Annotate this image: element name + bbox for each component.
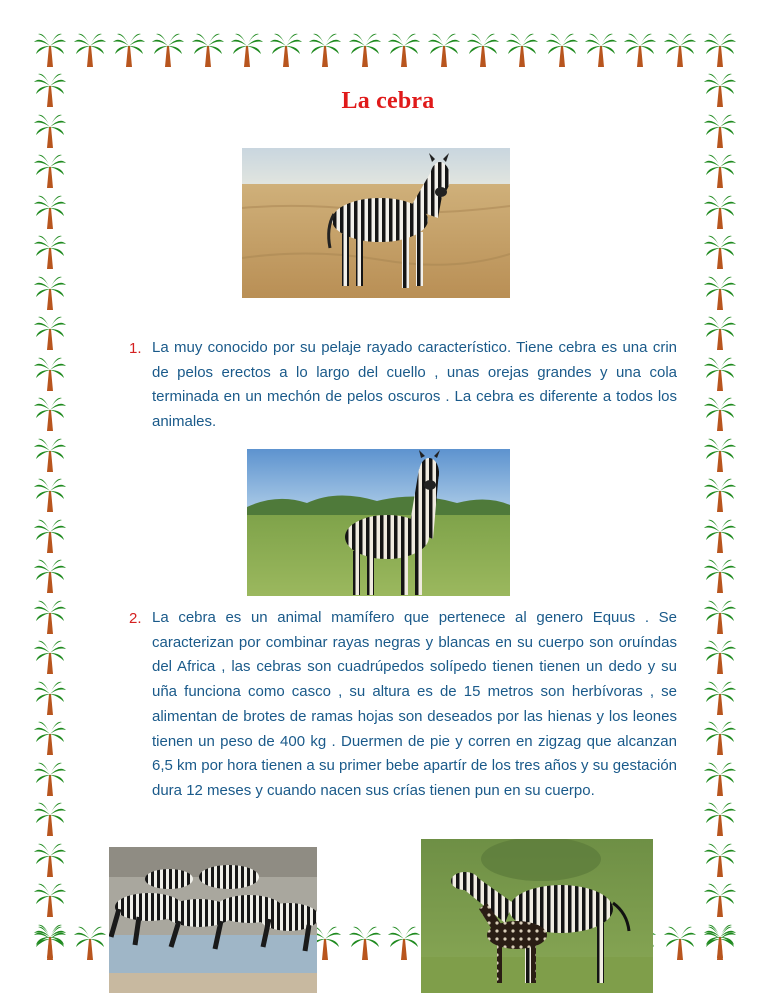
- palm-tree-icon: [704, 477, 736, 513]
- palm-tree-icon: [704, 194, 736, 230]
- list-number-1: 1.: [129, 340, 142, 357]
- palm-tree-icon: [34, 32, 66, 68]
- palm-tree-icon: [34, 761, 66, 797]
- palm-tree-icon: [704, 396, 736, 432]
- palm-tree-icon: [113, 32, 145, 68]
- palm-tree-icon: [428, 32, 460, 68]
- palm-tree-icon: [704, 923, 736, 959]
- palm-tree-icon: [34, 437, 66, 473]
- palm-tree-icon: [34, 639, 66, 675]
- palm-tree-icon: [388, 32, 420, 68]
- palm-tree-icon: [704, 32, 736, 68]
- palm-tree-icon: [704, 234, 736, 270]
- palm-tree-icon: [34, 194, 66, 230]
- palm-tree-icon: [704, 842, 736, 878]
- palm-tree-icon: [34, 153, 66, 189]
- palm-tree-icon: [34, 558, 66, 594]
- zebra-savanna-photo: [242, 148, 510, 298]
- palm-tree-icon: [34, 275, 66, 311]
- palm-tree-icon: [34, 356, 66, 392]
- palm-tree-icon: [546, 32, 578, 68]
- palm-tree-icon: [704, 113, 736, 149]
- palm-tree-icon: [192, 32, 224, 68]
- palm-tree-icon: [34, 923, 66, 959]
- palm-tree-icon: [34, 882, 66, 918]
- palm-tree-icon: [704, 639, 736, 675]
- palm-tree-icon: [34, 477, 66, 513]
- palm-tree-icon: [585, 32, 617, 68]
- palm-tree-icon: [704, 315, 736, 351]
- palm-tree-icon: [349, 32, 381, 68]
- palm-tree-icon: [34, 113, 66, 149]
- palm-tree-icon: [704, 558, 736, 594]
- palm-tree-icon: [704, 882, 736, 918]
- palm-tree-icon: [704, 599, 736, 635]
- palm-tree-icon: [270, 32, 302, 68]
- palm-tree-icon: [664, 32, 696, 68]
- palm-tree-icon: [349, 925, 381, 961]
- page-title: La cebra: [341, 88, 435, 114]
- palm-tree-icon: [624, 32, 656, 68]
- zebra-herd-waterhole-photo: [109, 847, 317, 993]
- palm-tree-icon: [704, 437, 736, 473]
- palm-tree-icon: [34, 518, 66, 554]
- palm-tree-icon: [704, 518, 736, 554]
- palm-tree-icon: [34, 234, 66, 270]
- palm-tree-icon: [231, 32, 263, 68]
- palm-tree-icon: [506, 32, 538, 68]
- palm-tree-icon: [704, 356, 736, 392]
- zebra-mother-foal-photo: [421, 839, 653, 993]
- palm-tree-icon: [34, 315, 66, 351]
- palm-tree-icon: [704, 275, 736, 311]
- palm-tree-icon: [467, 32, 499, 68]
- palm-tree-icon: [74, 32, 106, 68]
- palm-tree-icon: [74, 925, 106, 961]
- paragraph-1: La muy conocido por su pelaje rayado característico. Tiene cebra es una crin de pelos erectos a lo largo del cuello , unas orejas grandes y una cola terminada en un mechón de pelos oscuros . La cebra es diferente a todos los animales.: [152, 339, 677, 431]
- zebra-grassland-photo: [247, 449, 510, 596]
- palm-tree-icon: [309, 32, 341, 68]
- palm-tree-icon: [34, 842, 66, 878]
- list-number-2: 2.: [129, 610, 142, 627]
- palm-tree-icon: [34, 599, 66, 635]
- palm-tree-icon: [34, 680, 66, 716]
- palm-tree-icon: [704, 720, 736, 756]
- palm-tree-icon: [704, 801, 736, 837]
- palm-tree-icon: [664, 925, 696, 961]
- palm-tree-icon: [704, 153, 736, 189]
- palm-tree-icon: [34, 396, 66, 432]
- palm-tree-icon: [388, 925, 420, 961]
- palm-tree-icon: [34, 720, 66, 756]
- paragraph-2: La cebra es un animal mamífero que pertenece al genero Equus . Se caracterizan por combinar rayas negras y blancas en su cuerpo son oruíndas del Africa , las cebras son cuadrúpedos solípedo tienen tienen un dedo y su uña funciona como casco , su altura es de 15 metros son herbívoras , se alimentan de brotes de ramas hojas son deseados por las hienas y los leones tienen un peso de 400 kg . Duermen de pie y corren en zigzag que alcanzan 6,5 km por hora tienen a su primer bebe apartír de los tres años y su gestación dura 12 meses y cuando nacen sus crías tienen pun en su cuerpo.: [152, 609, 677, 799]
- palm-tree-icon: [704, 761, 736, 797]
- palm-tree-icon: [704, 680, 736, 716]
- palm-tree-icon: [152, 32, 184, 68]
- palm-tree-icon: [34, 801, 66, 837]
